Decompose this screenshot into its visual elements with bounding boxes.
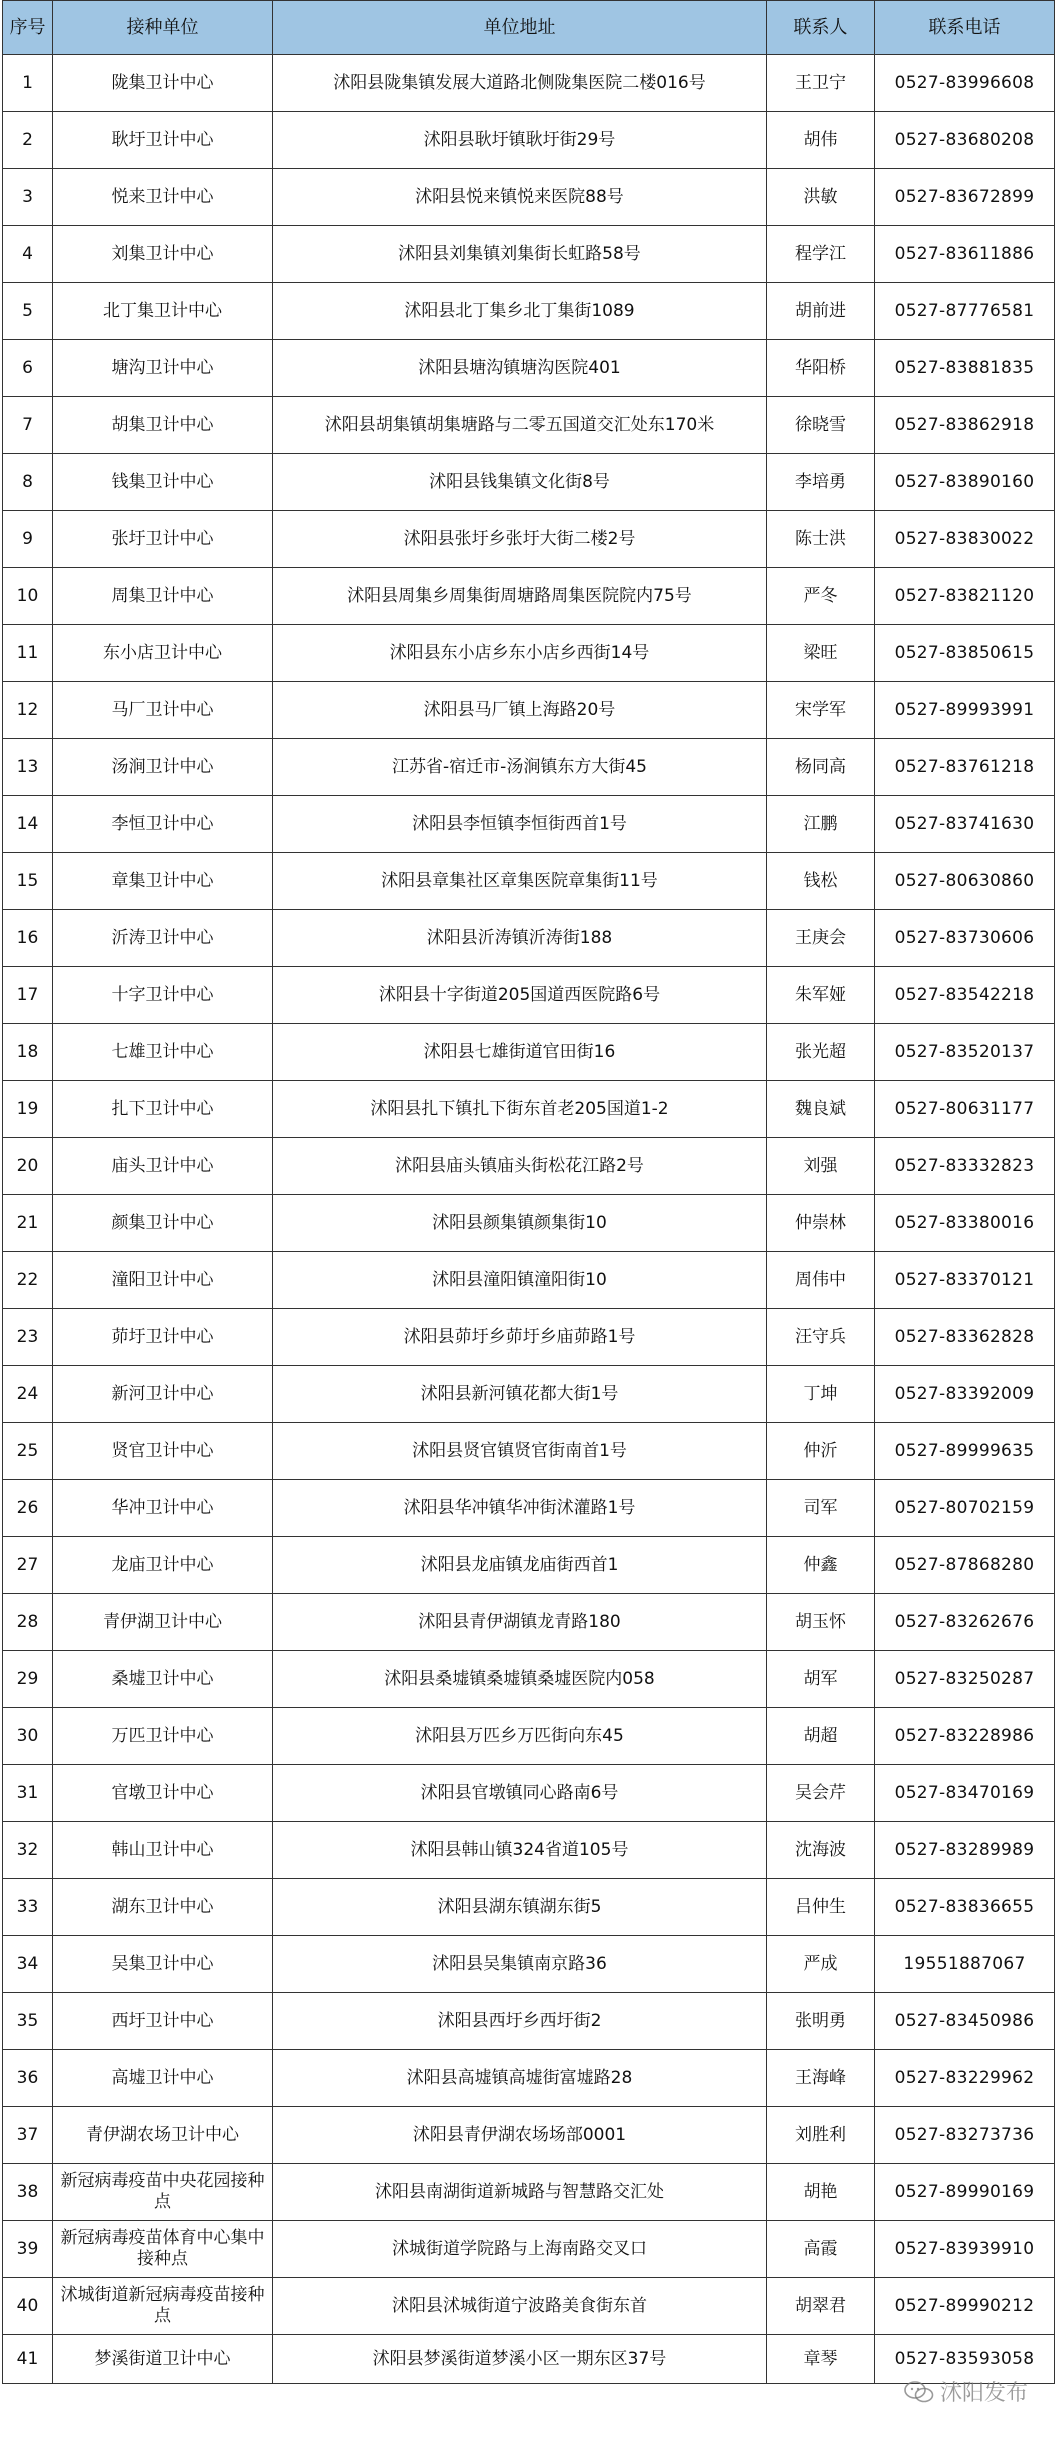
cell-address: 沭阳县沭城街道宁波路美食街东首 — [273, 2278, 767, 2335]
cell-phone: 0527-83996608 — [875, 55, 1055, 112]
cell-index: 36 — [3, 2050, 53, 2107]
cell-contact: 杨同高 — [767, 739, 875, 796]
cell-contact: 华阳桥 — [767, 340, 875, 397]
cell-address: 沭阳县高墟镇高墟街富墟路28 — [273, 2050, 767, 2107]
table-row — [3, 112, 1055, 169]
cell-address: 沭阳县新河镇花都大街1号 — [273, 1366, 767, 1423]
cell-address: 沭阳县官墩镇同心路南6号 — [273, 1765, 767, 1822]
table-row — [3, 796, 1055, 853]
cell-address: 沭阳县十字街道205国道西医院路6号 — [273, 967, 767, 1024]
cell-address: 沭阳县万匹乡万匹街向东45 — [273, 1708, 767, 1765]
cell-index: 31 — [3, 1765, 53, 1822]
cell-site-name: 北丁集卫计中心 — [53, 283, 273, 340]
table-row — [3, 340, 1055, 397]
cell-contact: 汪守兵 — [767, 1309, 875, 1366]
cell-site-name: 龙庙卫计中心 — [53, 1537, 273, 1594]
cell-site-name: 新冠病毒疫苗体育中心集中接种点 — [53, 2221, 273, 2278]
table-row — [3, 2107, 1055, 2164]
cell-contact: 洪敏 — [767, 169, 875, 226]
cell-contact: 章琴 — [767, 2335, 875, 2384]
cell-contact: 刘强 — [767, 1138, 875, 1195]
cell-contact: 钱松 — [767, 853, 875, 910]
cell-index: 20 — [3, 1138, 53, 1195]
cell-site-name: 韩山卫计中心 — [53, 1822, 273, 1879]
cell-index: 14 — [3, 796, 53, 853]
cell-site-name: 刘集卫计中心 — [53, 226, 273, 283]
cell-index: 3 — [3, 169, 53, 226]
cell-contact: 王卫宁 — [767, 55, 875, 112]
cell-address: 沭阳县陇集镇发展大道路北侧陇集医院二楼016号 — [273, 55, 767, 112]
cell-contact: 严成 — [767, 1936, 875, 1993]
cell-address: 沭阳县张圩乡张圩大街二楼2号 — [273, 511, 767, 568]
cell-site-name: 陇集卫计中心 — [53, 55, 273, 112]
cell-phone: 0527-83890160 — [875, 454, 1055, 511]
cell-index: 17 — [3, 967, 53, 1024]
cell-index: 25 — [3, 1423, 53, 1480]
cell-contact: 仲鑫 — [767, 1537, 875, 1594]
cell-index: 39 — [3, 2221, 53, 2278]
table-row — [3, 1879, 1055, 1936]
cell-site-name: 马厂卫计中心 — [53, 682, 273, 739]
table-row — [3, 2221, 1055, 2278]
cell-phone: 0527-83392009 — [875, 1366, 1055, 1423]
table-row — [3, 1423, 1055, 1480]
cell-phone: 0527-83228986 — [875, 1708, 1055, 1765]
cell-site-name: 青伊湖农场卫计中心 — [53, 2107, 273, 2164]
table-row — [3, 910, 1055, 967]
table-row — [3, 853, 1055, 910]
cell-site-name: 贤官卫计中心 — [53, 1423, 273, 1480]
table-row — [3, 169, 1055, 226]
cell-address: 沭阳县扎下镇扎下街东首老205国道1-2 — [273, 1081, 767, 1138]
cell-phone: 0527-83273736 — [875, 2107, 1055, 2164]
table-row — [3, 1936, 1055, 1993]
cell-site-name: 青伊湖卫计中心 — [53, 1594, 273, 1651]
cell-contact: 刘胜利 — [767, 2107, 875, 2164]
header-site: 接种单位 — [53, 1, 273, 55]
cell-index: 23 — [3, 1309, 53, 1366]
cell-contact: 张明勇 — [767, 1993, 875, 2050]
cell-contact: 魏良斌 — [767, 1081, 875, 1138]
table-row — [3, 1708, 1055, 1765]
table-row — [3, 568, 1055, 625]
table-row — [3, 397, 1055, 454]
cell-phone: 0527-83520137 — [875, 1024, 1055, 1081]
cell-contact: 吴会芹 — [767, 1765, 875, 1822]
cell-index: 4 — [3, 226, 53, 283]
cell-site-name: 颜集卫计中心 — [53, 1195, 273, 1252]
cell-contact: 徐晓雪 — [767, 397, 875, 454]
cell-site-name: 张圩卫计中心 — [53, 511, 273, 568]
cell-address: 沭阳县龙庙镇龙庙街西首1 — [273, 1537, 767, 1594]
cell-contact: 胡军 — [767, 1651, 875, 1708]
cell-address: 沭阳县青伊湖农场场部0001 — [273, 2107, 767, 2164]
cell-site-name: 李恒卫计中心 — [53, 796, 273, 853]
cell-address: 沭阳县青伊湖镇龙青路180 — [273, 1594, 767, 1651]
cell-address: 沭阳县耿圩镇耿圩街29号 — [273, 112, 767, 169]
table-row — [3, 1366, 1055, 1423]
cell-index: 37 — [3, 2107, 53, 2164]
cell-index: 5 — [3, 283, 53, 340]
cell-phone: 0527-83850615 — [875, 625, 1055, 682]
table-row — [3, 2164, 1055, 2221]
cell-phone: 0527-83450986 — [875, 1993, 1055, 2050]
cell-address: 沭阳县吴集镇南京路36 — [273, 1936, 767, 1993]
cell-phone: 0527-83836655 — [875, 1879, 1055, 1936]
cell-phone: 0527-89993991 — [875, 682, 1055, 739]
table-row — [3, 511, 1055, 568]
cell-phone: 0527-83229962 — [875, 2050, 1055, 2107]
cell-index: 30 — [3, 1708, 53, 1765]
cell-phone: 0527-83672899 — [875, 169, 1055, 226]
cell-phone: 0527-83593058 — [875, 2335, 1055, 2384]
table-row — [3, 226, 1055, 283]
cell-address: 沭阳县七雄街道官田街16 — [273, 1024, 767, 1081]
table-row — [3, 1651, 1055, 1708]
cell-index: 24 — [3, 1366, 53, 1423]
cell-phone: 0527-83881835 — [875, 340, 1055, 397]
cell-site-name: 十字卫计中心 — [53, 967, 273, 1024]
cell-site-name: 高墟卫计中心 — [53, 2050, 273, 2107]
cell-index: 38 — [3, 2164, 53, 2221]
table-row — [3, 967, 1055, 1024]
table-row — [3, 1765, 1055, 1822]
cell-index: 7 — [3, 397, 53, 454]
cell-phone: 0527-83332823 — [875, 1138, 1055, 1195]
cell-contact: 胡玉怀 — [767, 1594, 875, 1651]
cell-index: 11 — [3, 625, 53, 682]
header-row — [3, 1, 1055, 55]
cell-address: 沭阳县北丁集乡北丁集街1089 — [273, 283, 767, 340]
table-row — [3, 1537, 1055, 1594]
cell-phone: 0527-83680208 — [875, 112, 1055, 169]
cell-index: 33 — [3, 1879, 53, 1936]
cell-phone: 0527-89990169 — [875, 2164, 1055, 2221]
cell-address: 沭阳县颜集镇颜集街10 — [273, 1195, 767, 1252]
cell-address: 沭阳县钱集镇文化街8号 — [273, 454, 767, 511]
cell-index: 21 — [3, 1195, 53, 1252]
cell-phone: 0527-83862918 — [875, 397, 1055, 454]
cell-phone: 0527-83470169 — [875, 1765, 1055, 1822]
table-row — [3, 1138, 1055, 1195]
cell-phone: 0527-83262676 — [875, 1594, 1055, 1651]
cell-index: 27 — [3, 1537, 53, 1594]
cell-address: 沭阳县马厂镇上海路20号 — [273, 682, 767, 739]
cell-address: 沭阳县潼阳镇潼阳街10 — [273, 1252, 767, 1309]
header-address: 单位地址 — [273, 1, 767, 55]
table-row — [3, 1822, 1055, 1879]
cell-address: 沭阳县南湖街道新城路与智慧路交汇处 — [273, 2164, 767, 2221]
cell-address: 沭阳县庙头镇庙头街松花江路2号 — [273, 1138, 767, 1195]
cell-contact: 胡前进 — [767, 283, 875, 340]
cell-site-name: 沂涛卫计中心 — [53, 910, 273, 967]
cell-site-name: 湖东卫计中心 — [53, 1879, 273, 1936]
cell-phone: 0527-83741630 — [875, 796, 1055, 853]
cell-address: 沭阳县沂涛镇沂涛街188 — [273, 910, 767, 967]
table-row — [3, 739, 1055, 796]
cell-phone: 0527-83939910 — [875, 2221, 1055, 2278]
cell-site-name: 耿圩卫计中心 — [53, 112, 273, 169]
cell-contact: 江鹏 — [767, 796, 875, 853]
cell-contact: 胡艳 — [767, 2164, 875, 2221]
cell-address: 沭阳县梦溪街道梦溪小区一期东区37号 — [273, 2335, 767, 2384]
cell-site-name: 胡集卫计中心 — [53, 397, 273, 454]
cell-phone: 0527-83611886 — [875, 226, 1055, 283]
cell-phone: 0527-83830022 — [875, 511, 1055, 568]
cell-site-name: 吴集卫计中心 — [53, 1936, 273, 1993]
cell-site-name: 潼阳卫计中心 — [53, 1252, 273, 1309]
table-row — [3, 1081, 1055, 1138]
cell-address: 沭阳县贤官镇贤官街南首1号 — [273, 1423, 767, 1480]
header-index: 序号 — [3, 1, 53, 55]
cell-site-name: 钱集卫计中心 — [53, 454, 273, 511]
cell-contact: 张光超 — [767, 1024, 875, 1081]
cell-site-name: 华冲卫计中心 — [53, 1480, 273, 1537]
cell-phone: 0527-83289989 — [875, 1822, 1055, 1879]
cell-index: 12 — [3, 682, 53, 739]
cell-index: 1 — [3, 55, 53, 112]
cell-contact: 沈海波 — [767, 1822, 875, 1879]
header-phone: 联系电话 — [875, 1, 1055, 55]
table-row — [3, 625, 1055, 682]
cell-address: 沭阳县西圩乡西圩街2 — [273, 1993, 767, 2050]
cell-phone: 0527-83730606 — [875, 910, 1055, 967]
cell-index: 41 — [3, 2335, 53, 2384]
cell-contact: 司军 — [767, 1480, 875, 1537]
table-body — [3, 55, 1055, 2384]
vaccination-sites-table — [2, 0, 1055, 2384]
cell-address: 沭阳县湖东镇湖东街5 — [273, 1879, 767, 1936]
cell-contact: 仲沂 — [767, 1423, 875, 1480]
cell-address: 沭阳县胡集镇胡集塘路与二零五国道交汇处东170米 — [273, 397, 767, 454]
cell-phone: 0527-80702159 — [875, 1480, 1055, 1537]
cell-address: 沭阳县刘集镇刘集街长虹路58号 — [273, 226, 767, 283]
cell-index: 16 — [3, 910, 53, 967]
table-row — [3, 1480, 1055, 1537]
cell-site-name: 汤涧卫计中心 — [53, 739, 273, 796]
cell-index: 6 — [3, 340, 53, 397]
cell-address: 沭阳县悦来镇悦来医院88号 — [273, 169, 767, 226]
cell-index: 18 — [3, 1024, 53, 1081]
cell-contact: 丁坤 — [767, 1366, 875, 1423]
cell-contact: 陈士洪 — [767, 511, 875, 568]
cell-address: 沭阳县华冲镇华冲街沭灌路1号 — [273, 1480, 767, 1537]
cell-contact: 李培勇 — [767, 454, 875, 511]
table-row — [3, 1309, 1055, 1366]
cell-contact: 胡伟 — [767, 112, 875, 169]
cell-contact: 程学江 — [767, 226, 875, 283]
cell-site-name: 塘沟卫计中心 — [53, 340, 273, 397]
cell-phone: 0527-89999635 — [875, 1423, 1055, 1480]
cell-site-name: 梦溪街道卫计中心 — [53, 2335, 273, 2384]
cell-site-name: 官墩卫计中心 — [53, 1765, 273, 1822]
cell-site-name: 新冠病毒疫苗中央花园接种点 — [53, 2164, 273, 2221]
table-row — [3, 1993, 1055, 2050]
cell-contact: 梁旺 — [767, 625, 875, 682]
cell-site-name: 沭城街道新冠病毒疫苗接种点 — [53, 2278, 273, 2335]
cell-contact: 王海峰 — [767, 2050, 875, 2107]
cell-phone: 0527-83542218 — [875, 967, 1055, 1024]
cell-index: 26 — [3, 1480, 53, 1537]
cell-phone: 0527-87776581 — [875, 283, 1055, 340]
watermark-text: 沭阳发布 — [939, 2381, 1028, 2406]
cell-phone: 0527-83370121 — [875, 1252, 1055, 1309]
table-row — [3, 283, 1055, 340]
cell-site-name: 万匹卫计中心 — [53, 1708, 273, 1765]
cell-site-name: 章集卫计中心 — [53, 853, 273, 910]
cell-site-name: 新河卫计中心 — [53, 1366, 273, 1423]
cell-phone: 0527-83821120 — [875, 568, 1055, 625]
cell-index: 15 — [3, 853, 53, 910]
cell-site-name: 七雄卫计中心 — [53, 1024, 273, 1081]
cell-contact: 吕仲生 — [767, 1879, 875, 1936]
cell-contact: 胡翠君 — [767, 2278, 875, 2335]
cell-phone: 19551887067 — [875, 1936, 1055, 1993]
cell-phone: 0527-83761218 — [875, 739, 1055, 796]
cell-site-name: 扎下卫计中心 — [53, 1081, 273, 1138]
table-row — [3, 2278, 1055, 2335]
cell-phone: 0527-80631177 — [875, 1081, 1055, 1138]
cell-address: 沭阳县桑墟镇桑墟镇桑墟医院内058 — [273, 1651, 767, 1708]
cell-address: 沭阳县章集社区章集医院章集街11号 — [273, 853, 767, 910]
table-row — [3, 55, 1055, 112]
cell-phone: 0527-83250287 — [875, 1651, 1055, 1708]
table-row — [3, 2050, 1055, 2107]
cell-contact: 高霞 — [767, 2221, 875, 2278]
cell-contact: 周伟中 — [767, 1252, 875, 1309]
cell-index: 19 — [3, 1081, 53, 1138]
cell-address: 沭阳县周集乡周集街周塘路周集医院院内75号 — [273, 568, 767, 625]
cell-phone: 0527-83362828 — [875, 1309, 1055, 1366]
cell-index: 8 — [3, 454, 53, 511]
table-row — [3, 1024, 1055, 1081]
cell-index: 13 — [3, 739, 53, 796]
cell-contact: 宋学军 — [767, 682, 875, 739]
cell-contact: 朱军娅 — [767, 967, 875, 1024]
cell-site-name: 庙头卫计中心 — [53, 1138, 273, 1195]
cell-site-name: 桑墟卫计中心 — [53, 1651, 273, 1708]
cell-index: 34 — [3, 1936, 53, 1993]
cell-index: 28 — [3, 1594, 53, 1651]
cell-phone: 0527-87868280 — [875, 1537, 1055, 1594]
table-row — [3, 682, 1055, 739]
cell-address: 沭阳县东小店乡东小店乡西街14号 — [273, 625, 767, 682]
cell-site-name: 周集卫计中心 — [53, 568, 273, 625]
table-row — [3, 2335, 1055, 2384]
header-contact: 联系人 — [767, 1, 875, 55]
cell-address: 沭阳县韩山镇324省道105号 — [273, 1822, 767, 1879]
cell-index: 40 — [3, 2278, 53, 2335]
cell-index: 32 — [3, 1822, 53, 1879]
cell-address: 沭城街道学院路与上海南路交叉口 — [273, 2221, 767, 2278]
cell-site-name: 悦来卫计中心 — [53, 169, 273, 226]
cell-contact: 严冬 — [767, 568, 875, 625]
cell-index: 29 — [3, 1651, 53, 1708]
cell-contact: 胡超 — [767, 1708, 875, 1765]
table-row — [3, 1195, 1055, 1252]
table-row — [3, 454, 1055, 511]
cell-address: 沭阳县李恒镇李恒街西首1号 — [273, 796, 767, 853]
cell-contact: 王庚会 — [767, 910, 875, 967]
cell-index: 9 — [3, 511, 53, 568]
cell-index: 2 — [3, 112, 53, 169]
table-row — [3, 1252, 1055, 1309]
cell-phone: 0527-89990212 — [875, 2278, 1055, 2335]
cell-index: 22 — [3, 1252, 53, 1309]
cell-address: 沭阳县茆圩乡茆圩乡庙茆路1号 — [273, 1309, 767, 1366]
cell-site-name: 茆圩卫计中心 — [53, 1309, 273, 1366]
cell-site-name: 西圩卫计中心 — [53, 1993, 273, 2050]
cell-site-name: 东小店卫计中心 — [53, 625, 273, 682]
cell-phone: 0527-80630860 — [875, 853, 1055, 910]
cell-address: 沭阳县塘沟镇塘沟医院401 — [273, 340, 767, 397]
cell-phone: 0527-83380016 — [875, 1195, 1055, 1252]
cell-address: 江苏省-宿迁市-汤涧镇东方大街45 — [273, 739, 767, 796]
cell-index: 35 — [3, 1993, 53, 2050]
cell-contact: 仲崇林 — [767, 1195, 875, 1252]
table-row — [3, 1594, 1055, 1651]
cell-index: 10 — [3, 568, 53, 625]
